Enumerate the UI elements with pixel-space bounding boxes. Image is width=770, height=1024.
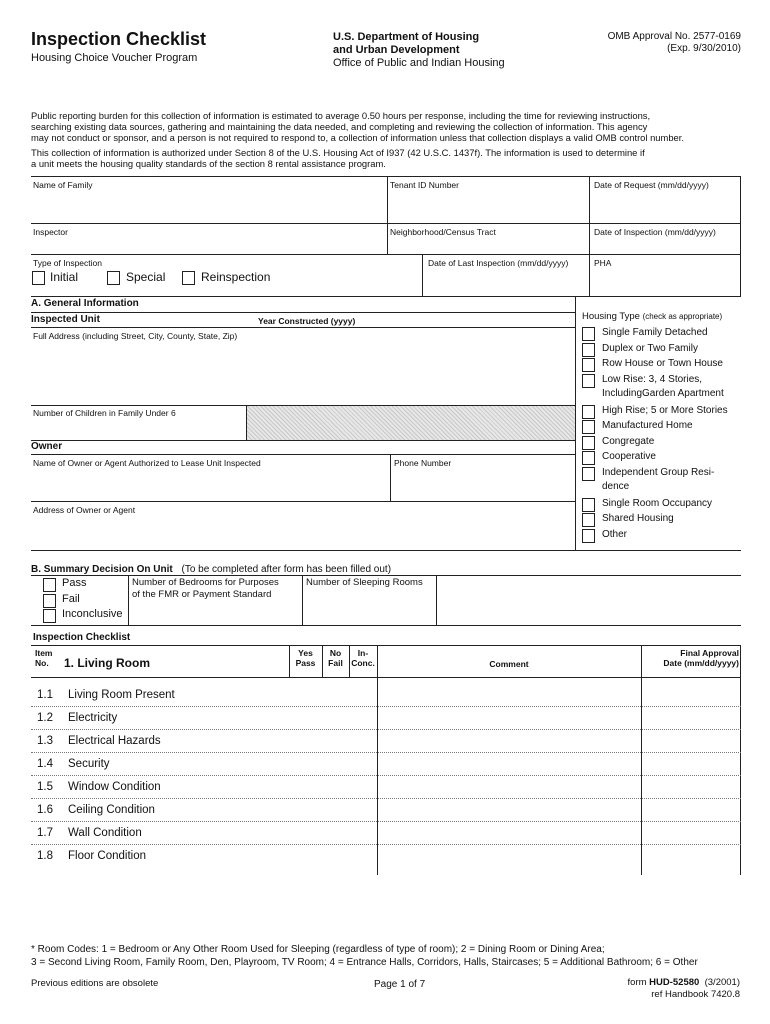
pass-checkbox[interactable]: [43, 578, 56, 592]
page-title: Inspection Checklist: [31, 29, 207, 49]
page-number: Page 1 of 7: [374, 979, 426, 990]
yes-header: Yes: [298, 648, 313, 658]
owner-name-label: Name of Owner or Agent Authorized to Lease Unit Inspected: [33, 458, 261, 468]
item-number: 1.6: [37, 804, 53, 816]
checklist-title: Inspection Checklist: [33, 632, 131, 643]
item-number: 1.2: [37, 712, 53, 724]
independent-group-label: Independent Group Resi-: [602, 467, 715, 478]
sro-checkbox[interactable]: [582, 498, 595, 512]
checklist-row[interactable]: [31, 775, 377, 798]
shaded-area: [247, 406, 575, 440]
no-header: No: [329, 648, 342, 658]
reinspection-checkbox[interactable]: [182, 271, 195, 285]
checklist-row[interactable]: [31, 844, 377, 867]
housing-type-hint: (check as appropriate): [642, 312, 723, 321]
omb-number: OMB Approval No. 2577-0169: [607, 31, 741, 42]
form-id: [628, 977, 740, 1001]
manufactured-checkbox[interactable]: [582, 420, 595, 434]
conc-header: Conc.: [351, 658, 375, 668]
row-house-label: Row House or Town House: [602, 358, 723, 369]
date-of-request-label: Date of Request (mm/dd/yyyy): [594, 180, 709, 190]
phone-number-label: Phone Number: [394, 458, 452, 468]
handbook-ref: ref Handbook 7420.8: [651, 989, 740, 1000]
item-label: Floor Condition: [68, 850, 146, 862]
fail-label: Fail: [62, 593, 80, 605]
item-number: 1.8: [37, 850, 53, 862]
other-housing-label: Other: [602, 529, 628, 540]
sro-label: Single Room Occupancy: [602, 498, 713, 509]
in-header: In-: [357, 648, 369, 658]
neighborhood-label: Neighborhood/Census Tract: [390, 227, 496, 237]
form-prefix: form: [627, 977, 650, 988]
duplex-checkbox[interactable]: [582, 343, 595, 357]
fail-header: Fail: [328, 658, 343, 668]
comment-header: Comment: [489, 659, 529, 669]
yes-pass-header: [289, 648, 322, 668]
reinspection-label: Reinspection: [201, 270, 271, 284]
high-rise-checkbox[interactable]: [582, 405, 595, 419]
summary-heading: [31, 564, 391, 575]
final-approval-header: [641, 648, 739, 668]
checklist-row[interactable]: [31, 798, 377, 821]
date-last-inspection-label: Date of Last Inspection (mm/dd/yyyy): [428, 258, 569, 268]
form-number-line: [628, 977, 740, 989]
special-label: Special: [126, 270, 166, 284]
item-label: Wall Condition: [68, 827, 142, 839]
living-room-heading: 1. Living Room: [64, 656, 151, 670]
children-under-6-label: Number of Children in Family Under 6: [33, 408, 176, 418]
row-house-checkbox[interactable]: [582, 358, 595, 372]
omb-expiration: (Exp. 9/30/2010): [667, 43, 741, 54]
single-family-checkbox[interactable]: [582, 327, 595, 341]
duplex-label: Duplex or Two Family: [602, 343, 698, 354]
item-number: 1.4: [37, 758, 53, 770]
date-of-inspection-label: Date of Inspection (mm/dd/yyyy): [594, 227, 716, 237]
item-label: Window Condition: [68, 781, 161, 793]
agency-name-1: U.S. Department of Housing: [333, 31, 480, 43]
congregate-label: Congregate: [602, 436, 655, 447]
checklist-row[interactable]: [31, 706, 377, 729]
item-number: 1.1: [37, 689, 53, 701]
item-header: Item: [35, 648, 53, 658]
independent-group-checkbox[interactable]: [582, 467, 595, 481]
owner-heading: Owner: [31, 441, 63, 452]
cooperative-label: Cooperative: [602, 451, 656, 462]
final-approval-label: Final Approval: [680, 648, 739, 658]
manufactured-label: Manufactured Home: [602, 420, 693, 431]
item-label: Living Room Present: [68, 689, 175, 701]
type-of-inspection-label: Type of Inspection: [33, 258, 102, 268]
inspected-unit-label: Inspected Unit: [31, 314, 100, 325]
fail-checkbox[interactable]: [43, 594, 56, 608]
independent-group-label-cont: dence: [602, 481, 630, 492]
obsolete-note: Previous editions are obsolete: [31, 978, 159, 989]
room-codes-line: 3 = Second Living Room, Family Room, Den, Playroom, TV Room; 4 = Entrance Halls, Corridors, Halls, Staircases; 5 = Additional Bathroom; 6 = Other: [31, 957, 698, 968]
room-codes-footnote: [31, 943, 698, 969]
housing-type-title: Housing Type: [582, 311, 640, 322]
item-number: 1.7: [37, 827, 53, 839]
checklist-row[interactable]: [31, 729, 377, 752]
name-of-family-label: Name of Family: [33, 180, 93, 190]
item-label: Electrical Hazards: [68, 735, 161, 747]
final-approval-date-label: Date (mm/dd/yyyy): [663, 658, 739, 668]
pass-label: Pass: [62, 577, 87, 589]
tenant-id-label: Tenant ID Number: [390, 180, 459, 190]
congregate-checkbox[interactable]: [582, 436, 595, 450]
pass-header: Pass: [295, 658, 316, 668]
shared-housing-label: Shared Housing: [602, 513, 674, 524]
authority-line: This collection of information is authorized under Section 8 of the U.S. Housing Act of I937 (42 U.S.C. 1437f). The information is used to determine if: [31, 146, 645, 158]
item-label: Security: [68, 758, 110, 770]
omb-approval: [608, 31, 741, 55]
initial-checkbox[interactable]: [32, 271, 45, 285]
cooperative-checkbox[interactable]: [582, 451, 595, 465]
initial-label: Initial: [50, 270, 79, 284]
burden-line: Public reporting burden for this collection of information is estimated to average 0.50 hours per response, including the time for reviewing instructions,: [31, 110, 651, 121]
bedrooms-label: [132, 577, 279, 601]
single-family-label: Single Family Detached: [602, 327, 708, 338]
inconclusive-header: [349, 648, 377, 668]
low-rise-checkbox[interactable]: [582, 374, 595, 388]
item-label: Electricity: [68, 712, 118, 724]
agency-name-2: and Urban Development: [333, 44, 460, 56]
no-header: No.: [35, 658, 49, 668]
no-fail-header: [322, 648, 349, 668]
inconclusive-checkbox[interactable]: [43, 609, 56, 623]
summary-title: B. Summary Decision On Unit: [31, 564, 173, 575]
year-constructed-label: Year Constructed (yyyy): [258, 316, 356, 326]
other-housing-checkbox[interactable]: [582, 529, 595, 543]
low-rise-label-cont: IncludingGarden Apartment: [602, 388, 724, 399]
agency-office: Office of Public and Indian Housing: [333, 57, 505, 69]
form-date: (3/2001): [699, 977, 740, 988]
low-rise-label: Low Rise: 3, 4 Stories,: [602, 374, 703, 385]
item-no-header: [35, 648, 52, 668]
item-number: 1.5: [37, 781, 53, 793]
item-number: 1.3: [37, 735, 53, 747]
page-subtitle: Housing Choice Voucher Program: [31, 52, 198, 64]
inconclusive-label: Inconclusive: [62, 608, 123, 620]
checklist-row[interactable]: [31, 683, 377, 706]
burden-statement: [31, 110, 684, 169]
sleeping-rooms-label: Number of Sleeping Rooms: [306, 577, 423, 588]
shared-housing-checkbox[interactable]: [582, 513, 595, 527]
summary-note: (To be completed after form has been filled out): [181, 564, 392, 575]
item-label: Ceiling Condition: [68, 804, 155, 816]
inspector-label: Inspector: [33, 227, 68, 237]
pha-label: PHA: [594, 258, 612, 268]
general-info-heading: A. General Information: [31, 298, 139, 309]
checklist-row[interactable]: [31, 752, 377, 775]
checklist-row[interactable]: [31, 821, 377, 844]
owner-address-label: Address of Owner or Agent: [33, 505, 136, 515]
form-number: HUD-52580: [649, 977, 700, 988]
high-rise-label: High Rise; 5 or More Stories: [602, 405, 728, 416]
room-codes-line: * Room Codes: 1 = Bedroom or Any Other Room Used for Sleeping (regardless of type of room); 2 = Dining Room or Dining Area;: [31, 944, 605, 955]
housing-type-heading: [582, 311, 722, 322]
burden-line: may not conduct or sponsor, and a person is not required to respond to, a collection of information unless that collection displays a valid OMB control number.: [31, 132, 684, 144]
authority-line: a unit meets the housing quality standards of the section 8 rental assistance program.: [31, 157, 386, 169]
bedrooms-label-line: Number of Bedrooms for Purposes: [132, 577, 279, 588]
special-checkbox[interactable]: [107, 271, 120, 285]
bedrooms-label-line: of the FMR or Payment Standard: [132, 589, 272, 600]
burden-line: searching existing data sources, gathering and maintaining the data needed, and completing and reviewing the collection of information. This agency: [31, 121, 648, 133]
full-address-label: Full Address (including Street, City, County, State, Zip): [33, 331, 238, 341]
